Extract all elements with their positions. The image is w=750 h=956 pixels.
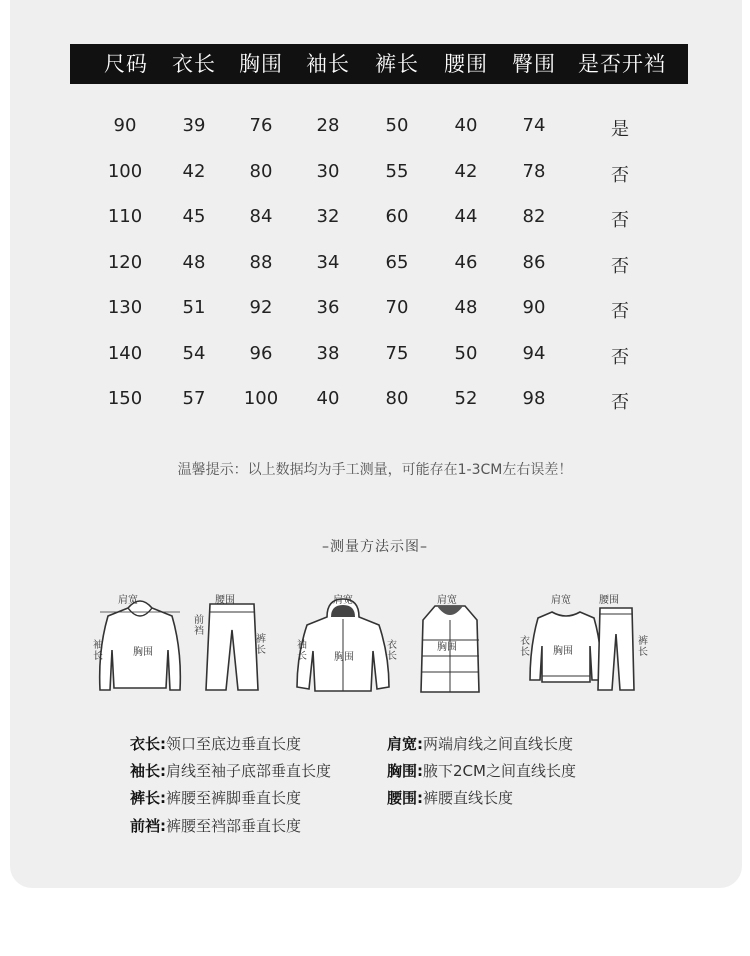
table-cell: 90 [522, 297, 546, 318]
definition-shoulder: 肩宽:两端肩线之间直线长度 [387, 735, 574, 753]
table-cell: 否 [611, 301, 629, 322]
label-chest-2: 胸围 [334, 652, 354, 663]
table-cell: 48 [182, 251, 206, 273]
definition-rise: 前裆:裤腰至裆部垂直长度 [130, 817, 302, 835]
table-cell: 84 [249, 206, 273, 227]
table-cell: 86 [522, 251, 546, 273]
table-cell: 44 [454, 206, 478, 227]
table-cell: 88 [249, 251, 273, 273]
table-cell: 98 [522, 388, 546, 409]
table-cell: 否 [611, 210, 629, 231]
label-sleeve-2: 袖长 [297, 640, 307, 662]
label-length-2: 衣长 [520, 636, 530, 658]
table-cell: 32 [316, 206, 340, 227]
header-waist: 腰围 [444, 52, 488, 76]
label-shoulder-3: 肩宽 [437, 595, 457, 606]
label-chest-1: 胸围 [133, 647, 153, 658]
table-cell: 40 [316, 388, 340, 409]
pants-figure [204, 600, 260, 694]
joggers-figure [596, 604, 636, 694]
table-cell: 55 [385, 160, 409, 182]
table-cell: 70 [385, 297, 409, 318]
table-cell: 39 [182, 115, 206, 136]
table-cell: 90 [113, 115, 137, 136]
header-chest: 胸围 [239, 52, 283, 76]
size-table-header [70, 44, 688, 84]
table-cell: 75 [385, 342, 409, 364]
table-cell: 78 [522, 160, 546, 182]
joggers-icon [596, 604, 636, 694]
definition-chest: 胸围:腋下2CM之间直线长度 [387, 762, 576, 780]
label-chest-4: 胸围 [553, 646, 573, 657]
table-cell: 否 [611, 255, 629, 277]
header-hip: 臀围 [512, 52, 556, 76]
table-cell: 是 [611, 119, 629, 140]
table-cell: 48 [454, 297, 478, 318]
table-cell: 45 [182, 206, 206, 227]
table-cell: 46 [454, 251, 478, 273]
table-cell: 54 [182, 342, 206, 364]
table-cell: 30 [316, 160, 340, 182]
definition-pants-length: 裤长:裤腰至裤脚垂直长度 [130, 789, 302, 807]
label-pants-length-1: 裤长 [256, 634, 266, 656]
label-pants-length-2: 裤长 [638, 636, 648, 658]
label-shoulder-2: 肩宽 [333, 595, 353, 606]
table-cell: 51 [182, 297, 206, 318]
jacket-figure [293, 595, 393, 695]
table-cell: 52 [454, 388, 478, 409]
label-chest-3: 胸围 [437, 642, 457, 653]
table-cell: 140 [107, 342, 143, 364]
header-length: 衣长 [172, 52, 216, 76]
table-cell: 34 [316, 251, 340, 273]
table-cell: 100 [243, 388, 279, 409]
jacket-icon [293, 595, 393, 695]
header-open-crotch: 是否开裆 [578, 52, 666, 76]
table-cell: 94 [522, 342, 546, 364]
table-cell: 76 [249, 115, 273, 136]
definition-length: 衣长:领口至底边垂直长度 [130, 735, 302, 753]
table-cell: 50 [385, 115, 409, 136]
table-cell: 否 [611, 164, 629, 186]
table-cell: 110 [107, 206, 143, 227]
table-cell: 74 [522, 115, 546, 136]
method-title: –测量方法示图– [322, 539, 428, 555]
table-cell: 92 [249, 297, 273, 318]
header-size: 尺码 [104, 52, 148, 76]
table-cell: 82 [522, 206, 546, 227]
table-cell: 96 [249, 342, 273, 364]
label-shoulder-4: 肩宽 [551, 595, 571, 606]
table-cell: 40 [454, 115, 478, 136]
table-cell: 42 [454, 160, 478, 182]
label-waist-1: 腰围 [215, 595, 235, 606]
table-cell: 57 [182, 388, 206, 409]
pants-icon [204, 600, 260, 694]
table-cell: 100 [107, 160, 143, 182]
table-cell: 否 [611, 346, 629, 368]
table-cell: 38 [316, 342, 340, 364]
label-shoulder-1: 肩宽 [118, 595, 138, 606]
table-cell: 150 [107, 388, 143, 409]
table-cell: 42 [182, 160, 206, 182]
table-cell: 80 [249, 160, 273, 182]
table-cell: 28 [316, 115, 340, 136]
table-cell: 80 [385, 388, 409, 409]
definition-sleeve: 袖长:肩线至袖子底部垂直长度 [130, 762, 332, 780]
table-cell: 60 [385, 206, 409, 227]
label-rise: 前裆 [194, 615, 204, 637]
table-cell: 120 [107, 251, 143, 273]
header-sleeve: 袖长 [306, 52, 350, 76]
label-sleeve-1: 袖长 [93, 640, 103, 662]
measurement-tip: 温馨提示：以上数据均为手工测量，可能存在1-3CM左右误差！ [177, 462, 573, 478]
table-cell: 130 [107, 297, 143, 318]
label-length-1: 衣长 [387, 640, 397, 662]
table-cell: 65 [385, 251, 409, 273]
table-cell: 50 [454, 342, 478, 364]
definition-waist: 腰围:裤腰直线长度 [387, 789, 514, 807]
table-cell: 36 [316, 297, 340, 318]
header-pants-length: 裤长 [375, 52, 419, 76]
label-waist-2: 腰围 [599, 595, 619, 606]
table-cell: 否 [611, 392, 629, 413]
